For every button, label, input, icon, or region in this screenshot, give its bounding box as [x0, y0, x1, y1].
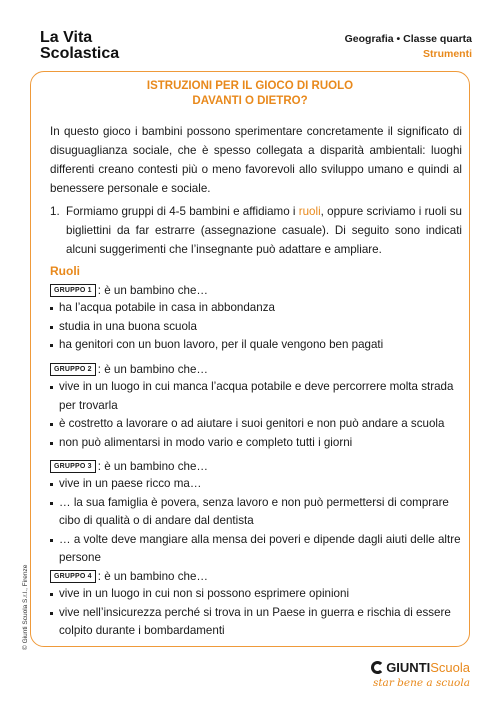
giunti-g-icon: [371, 661, 384, 674]
brand-bold: GIUNTI: [386, 660, 431, 675]
group-header: [50, 567, 462, 585]
group-badge: GRUPPO 3: [50, 460, 96, 473]
page-title: [30, 79, 470, 109]
step-text: [66, 202, 462, 259]
group-lead: : è un bambino che…: [97, 459, 208, 473]
group-badge: GRUPPO 2: [50, 363, 96, 376]
step-1: [50, 202, 462, 259]
group-items: [50, 378, 462, 452]
step-number: 1.: [50, 205, 60, 218]
group-2: [50, 360, 462, 452]
brand-light: Scuola: [430, 660, 470, 675]
group-badge: GRUPPO 4: [50, 570, 96, 583]
list-item: … a volte deve mangiare alla mensa dei poveri e dipende dagli aiuti delle altre persone: [50, 531, 462, 568]
group-lead: : è un bambino che…: [97, 362, 208, 376]
group-3: [50, 457, 462, 568]
group-4: [50, 567, 462, 641]
subject-label: Geografia • Classe quarta: [344, 33, 472, 45]
logo-line-2: Scolastica: [40, 45, 120, 62]
publisher-brand: [371, 660, 470, 689]
group-items: [50, 475, 462, 568]
list-item: vive in un paese ricco ma…: [50, 475, 462, 494]
logo-line-1: La Vita: [40, 29, 93, 46]
list-item: vive in un luogo in cui manca l’acqua potabile e deve percorrere molta strada per trovarla: [50, 378, 462, 415]
list-item: vive nell’insicurezza perché si trova in un Paese in guerra e rischia di essere colpito durante i bombardamenti: [50, 604, 462, 641]
intro-paragraph: In questo gioco i bambini possono sperimentare concretamente il significato di disuguaglianza sociale, che è spesso collegata a disparità ambientali: luoghi differenti creano contesti più o meno favorevoli allo sviluppo umano e quindi al benessere personale e sociale.: [50, 125, 462, 195]
list-item: … la sua famiglia è povera, senza lavoro e non può permettersi di comprare cibo di qualità o di andare dal dentista: [50, 494, 462, 531]
step-text-before: Formiamo gruppi di 4-5 bambini e affidiamo i: [66, 205, 299, 218]
list-item: ha l’acqua potabile in casa in abbondanza: [50, 299, 462, 318]
group-items: [50, 585, 462, 641]
group-header: [50, 457, 462, 475]
title-line-1: ISTRUZIONI PER IL GIOCO DI RUOLO: [146, 80, 354, 92]
roles-heading: Ruoli: [50, 264, 80, 278]
list-item: ha genitori con un buon lavoro, per il quale vengono ben pagati: [50, 336, 462, 355]
group-badge: GRUPPO 1: [50, 284, 96, 297]
magazine-logo: [40, 30, 119, 62]
group-items: [50, 299, 462, 355]
title-line-2: DAVANTI O DIETRO?: [192, 95, 308, 107]
group-header: [50, 360, 462, 378]
list-item: vive in un luogo in cui non si possono esprimere opinioni: [50, 585, 462, 604]
group-lead: : è un bambino che…: [97, 569, 208, 583]
list-item: non può alimentarsi in modo vario e completo tutti i giorni: [50, 434, 462, 453]
section-label: Strumenti: [422, 48, 472, 60]
brand-tagline: star bene a scuola: [372, 677, 470, 689]
header-info: [345, 32, 472, 62]
step-text-after: , oppure scriviamo i ruoli su bigliettini da far estrarre (assegnazione casuale). Di seguito sono indicati alcuni suggerimenti che l’insegnante può adattare e ampliare.: [66, 205, 462, 256]
brand-row: [371, 660, 470, 675]
group-lead: : è un bambino che…: [97, 283, 208, 297]
step-text-highlight: ruoli: [298, 205, 321, 218]
group-header: [50, 281, 462, 299]
list-item: è costretto a lavorare o ad aiutare i suoi genitori e non può andare a scuola: [50, 415, 462, 434]
list-item: studia in una buona scuola: [50, 318, 462, 337]
copyright-note: © Giunti Scuola S.r.l., Firenze: [22, 564, 29, 650]
group-1: [50, 281, 462, 355]
